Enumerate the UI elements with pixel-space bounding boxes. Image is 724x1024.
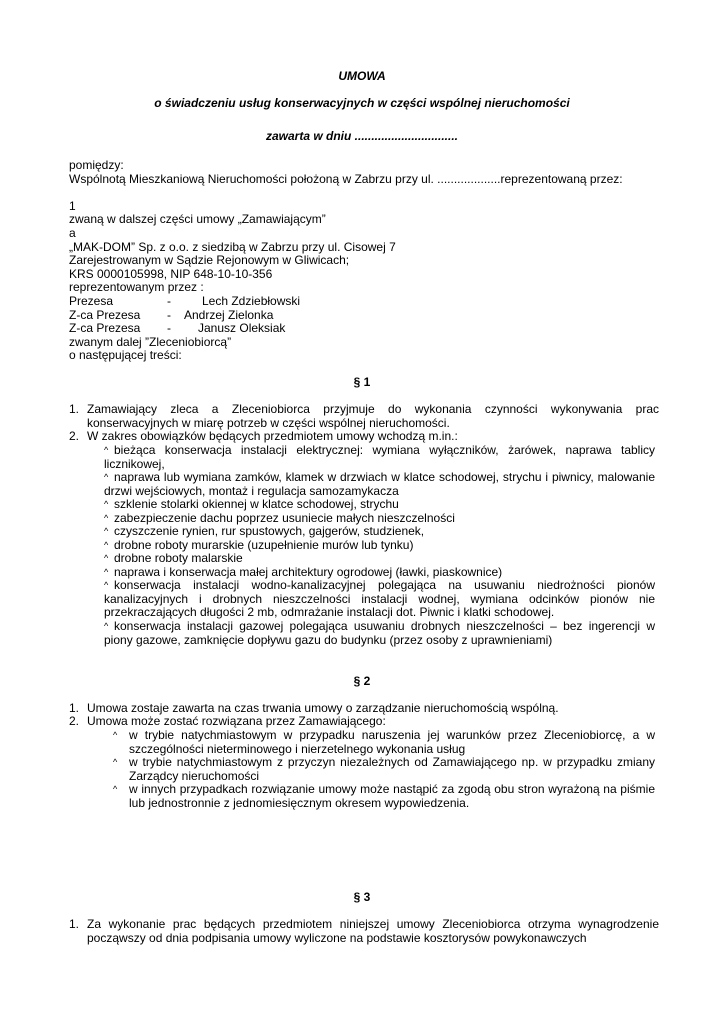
date-line: zawarta w dniu ............................... [265,129,459,143]
bullet-icon: ^ [113,784,118,794]
list-item-text: konserwacja instalacji gazowej polegająca usuwaniu drobnych nieszczelności – bez ingerencji w piony gazowe, zamknięcie dopływu gazu do budynku (przez osoby z uprawnieniami) [104,619,655,647]
rep-row [69,322,659,336]
rep-number: 1 [69,198,76,213]
clause-1-1 [69,403,659,430]
list-item-text: drobne roboty murarskie (uzupełnienie murów lub tynku) [114,538,414,552]
clause-text: Umowa zostaje zawarta na czas trwania umowy o zarządzanie nieruchomością wspólną. [87,701,559,715]
document-title: UMOWA [338,69,386,83]
clause-2-2 [69,715,659,729]
list-item [104,525,655,539]
bullet-icon: ^ [104,567,109,577]
list-item [113,755,655,783]
represented-by-text: reprezentowanym przez : [69,280,204,295]
list-item [104,444,655,471]
list-item [104,579,655,620]
clause-number: 1. [69,917,80,931]
bullet-icon: ^ [113,757,118,767]
rep-name: Andrzej Zielonka [184,307,274,322]
section-heading-2: § 2 [353,674,371,688]
called-contractor-text: zwanym dalej ”Zleceniobiorcą” [69,334,232,349]
document-subtitle: o świadczeniu usług konserwacyjnych w części wspólnej nieruchomości [154,96,570,110]
list-item-text: szklenie stolarki okiennej w klatce schodowej, strychu [114,497,399,511]
list-item [104,552,655,566]
clause-text: Zamawiający zleca a Zleceniobiorca przyjmuje do wykonania czynności wykonywania prac konserwacyjnych w miarę potrzeb w części wspólnej nieruchomości. [87,402,659,430]
rep-role: Z-ca Prezesa [69,321,141,336]
list-item-text: w trybie natychmiastowym z przyczyn niezależnych od Zamawiającego np. w przypadku zmiany Zarządcy nieruchomości [129,755,655,783]
bullet-icon: ^ [104,526,109,536]
company-text: „MAK-DOM” Sp. z o.o. z siedzibą w Zabrzu przy ul. Cisowej 7 [69,239,396,254]
content-intro-text: o następującej treści: [69,348,182,363]
clause-text: Umowa może zostać rozwiązana przez Zamawiającego: [87,714,386,728]
bullet-icon: ^ [104,472,109,482]
list-item [104,498,655,512]
called-ordering-text: zwaną w dalszej części umowy „Zamawiającym” [69,212,326,227]
list-item-text: zabezpieczenie dachu poprzez usuniecie małych nieszczelności [114,511,455,525]
community-text: Wspólnotą Mieszkaniową Nieruchomości położoną w Zabrzu przy ul. ...................reprezentowaną przez: [69,171,623,186]
rep-role: Prezesa [69,293,114,308]
list-item-text: czyszczenie rynien, rur spustowych, gajgerów, studzienek, [114,524,425,538]
rep-sep: - [167,293,171,308]
clause-1-2 [69,430,659,444]
bullet-icon: ^ [113,730,118,740]
bullet-icon: ^ [104,513,109,523]
rep-sep: - [167,321,171,336]
bullet-icon: ^ [104,580,109,590]
list-item [113,782,655,810]
rep-role: Z-ca Prezesa [69,307,141,322]
clause-3-1 [69,918,659,945]
bullet-icon: ^ [104,499,109,509]
list-item-text: konserwacja instalacji wodno-kanalizacyjnej polegająca na usuwaniu niedrożności pionów kanalizacyjnych i drobnych nieszczelności instalacji wodnej, wymiana odcinków pionów nie przekraczających długości 2 mb, odmrażanie instalacji dot. Piwnic i klatki schodowej. [104,578,655,620]
parties-block [69,159,659,363]
section-heading-1: § 1 [353,375,371,389]
rep-row [69,295,659,309]
list-item-text: naprawa i konserwacja małej architektury ogrodowej (ławki, piaskownice) [114,565,503,579]
clause-number: 1. [69,402,80,416]
between-text: pomiędzy: [69,158,124,172]
list-item [104,471,655,498]
section-heading-3: § 3 [353,890,371,904]
list-item-text: drobne roboty malarskie [114,551,243,565]
bullet-icon: ^ [104,445,109,455]
rep-name: Lech Zdziebłowski [202,293,301,308]
rep-sep: - [167,307,171,322]
list-item-text: w trybie natychmiastowym w przypadku naruszenia jej warunków przez Zleceniobiorcę, a w szczególności nieterminowego i nierzetelnego wykonania usług [129,728,655,756]
clause-number: 2. [69,429,80,443]
list-item-text: w innych przypadkach rozwiązanie umowy może nastąpić za zgodą obu stron wyrażoną na piśmie lub jednostronnie z jednomiesięcznym okresem wypowiedzenia. [129,782,655,810]
list-item-text: bieżąca konserwacja instalacji elektrycznej: wymiana wyłączników, żarówek, naprawa tablicy licznikowej, [104,443,655,471]
bullet-icon: ^ [104,540,109,550]
registered-text: Zarejestrowanym w Sądzie Rejonowym w Gliwicach; [69,253,350,268]
clause-text: W zakres obowiązków będących przedmiotem umowy wchodzą m.in.: [87,429,458,443]
rep-name: Janusz Oleksiak [198,321,286,336]
rep-row [69,309,659,323]
clause-number: 1. [69,701,80,715]
krs-text: KRS 0000105998, NIP 648-10-10-356 [69,266,273,281]
clause-text: Za wykonanie prac będących przedmiotem niniejszej umowy Zleceniobiorca otrzyma wynagrodzenie począwszy od dnia podpisania umowy wyliczone na podstawie kosztorysów powykonawczych [87,917,659,945]
clause-number: 2. [69,714,80,728]
bullet-icon: ^ [104,553,109,563]
list-item [104,620,655,647]
bullet-icon: ^ [104,621,109,631]
list-item-text: naprawa lub wymiana zamków, klamek w drzwiach w klatce schodowej, strychu i piwnicy, malowanie drzwi wejściowych, montaż i regulacja samozamykacza [104,470,655,498]
and-text: a [69,225,76,240]
list-item [113,728,655,756]
